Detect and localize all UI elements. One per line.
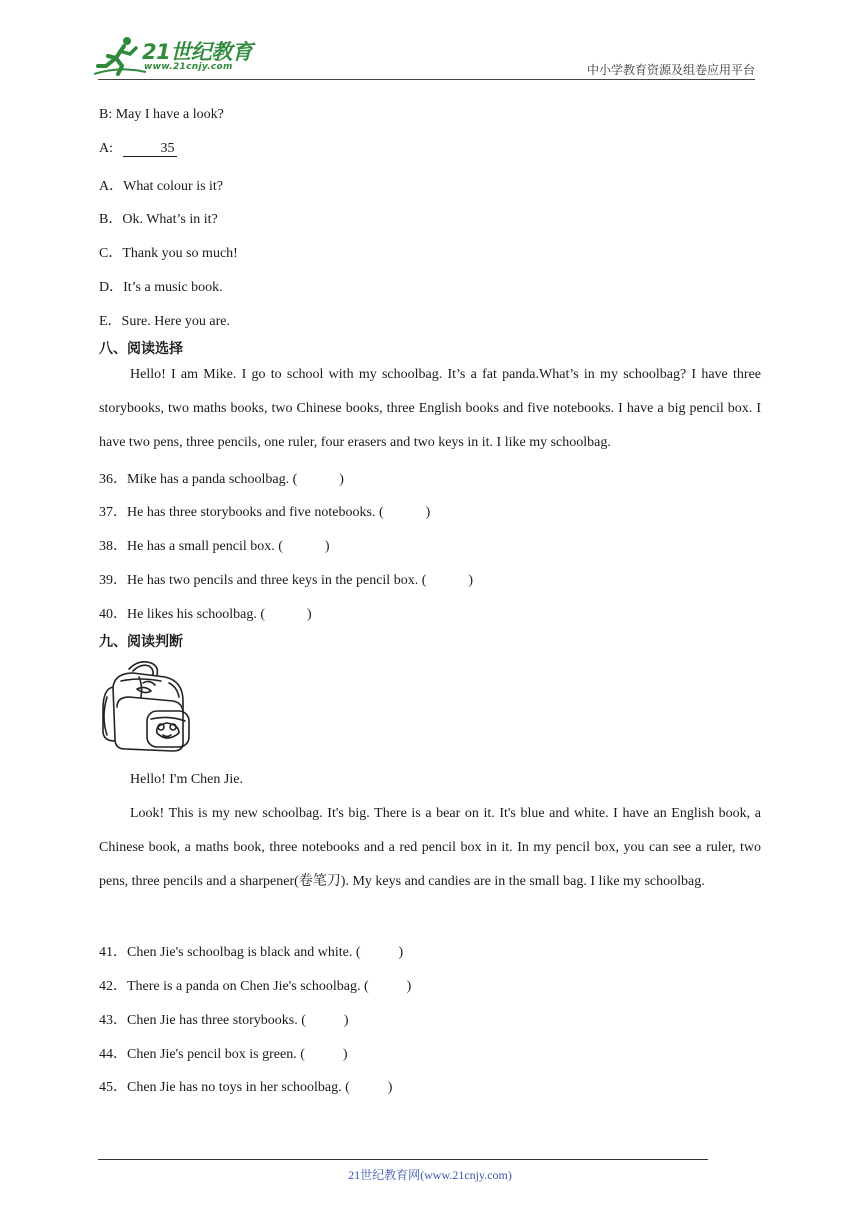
option-c: C．Thank you so much! (99, 246, 238, 261)
question-42 (99, 975, 411, 995)
question-number: 41． (99, 945, 127, 960)
question-36 (99, 468, 344, 488)
footer-link[interactable]: 21世纪教育网(www.21cnjy.com) (348, 1168, 512, 1182)
dialog-b-line: B: May I have a look? (99, 107, 224, 122)
question-number: 44． (99, 1047, 127, 1062)
runner-logo-icon (94, 34, 146, 78)
question-45 (99, 1076, 392, 1096)
option-a: A．What colour is it? (99, 179, 224, 194)
page-header (0, 0, 860, 90)
footer-divider (98, 1159, 708, 1160)
close-paren: ) (307, 607, 312, 622)
question-number: 43． (99, 1013, 127, 1028)
question-39 (99, 569, 473, 589)
question-43 (99, 1009, 349, 1029)
schoolbag-illustration-icon (99, 657, 194, 755)
section-8-passage: Hello! I am Mike. I go to school with my schoolbag. It’s a fat panda.What’s in my schoolbag? I have three storybooks, two maths books, two Chinese books, three English books and five notebooks. I have a big pencil box. I have two pens, three pencils, one ruler, four erasers and two keys in it. I like my schoolbag. (99, 367, 761, 450)
close-paren: ) (324, 539, 330, 554)
question-number: 37． (99, 505, 127, 520)
question-number: 42． (99, 979, 127, 994)
question-40 (99, 603, 312, 623)
close-paren: ) (387, 1080, 393, 1095)
question-number: 45． (99, 1080, 127, 1095)
question-text: He has a small pencil box. ( (127, 539, 283, 554)
question-41 (99, 941, 403, 961)
close-paren: ) (342, 1047, 348, 1062)
answer-blank-35[interactable]: 35 (123, 141, 177, 157)
question-text: He has two pencils and three keys in the pencil box. ( (127, 573, 427, 588)
question-number: 39． (99, 573, 127, 588)
header-divider (98, 79, 755, 80)
question-text: There is a panda on Chen Jie's schoolbag. ( (127, 979, 369, 994)
question-text: Chen Jie has no toys in her schoolbag. ( (127, 1080, 350, 1095)
question-text: Chen Jie has three storybooks. ( (127, 1013, 306, 1028)
dialog-a-line (99, 141, 177, 157)
section-9-title: 九、阅读判断 (99, 634, 183, 650)
option-e: E．Sure. Here you are. (99, 314, 231, 329)
question-text: He has three storybooks and five notebooks. ( (127, 505, 384, 520)
logo-text: 21世纪教育 (142, 40, 253, 64)
option-d: D．It’s a music book. (99, 280, 223, 295)
logo-url: www.21cnjy.com (144, 62, 233, 72)
question-number: 40． (99, 607, 127, 622)
close-paren: ) (468, 573, 474, 588)
close-paren: ) (406, 979, 412, 994)
question-44 (99, 1043, 348, 1063)
platform-title: 中小学教育资源及组卷应用平台 (586, 63, 755, 77)
site-logo (94, 34, 264, 78)
question-text: Mike has a panda schoolbag. ( (127, 472, 298, 487)
question-text: Chen Jie's schoolbag is black and white. ( (127, 945, 361, 960)
close-paren: ) (398, 945, 404, 960)
close-paren: ) (339, 472, 344, 487)
question-number: 38． (99, 539, 127, 554)
close-paren: ) (425, 505, 431, 520)
question-37 (99, 501, 430, 521)
dialog-a-prefix: A: (99, 141, 113, 156)
question-text: Chen Jie's pencil box is green. ( (127, 1047, 305, 1062)
question-number: 36． (99, 472, 127, 487)
question-text: He likes his schoolbag. ( (127, 607, 266, 622)
question-38 (99, 535, 330, 555)
option-b: B．Ok. What’s in it? (99, 212, 218, 227)
greeting-line: Hello! I'm Chen Jie. (130, 772, 243, 787)
section-9-passage: Look! This is my new schoolbag. It's big. There is a bear on it. It's blue and white. I have an English book, a Chinese book, a maths book, three notebooks and a red pencil box in it. In my pencil box, you can see a ruler, two pens, three pencils and a sharpener(卷笔刀). My keys and candies are in the small bag. I like my schoolbag. (99, 806, 761, 889)
section-8-title: 八、阅读选择 (99, 341, 183, 357)
close-paren: ) (343, 1013, 349, 1028)
